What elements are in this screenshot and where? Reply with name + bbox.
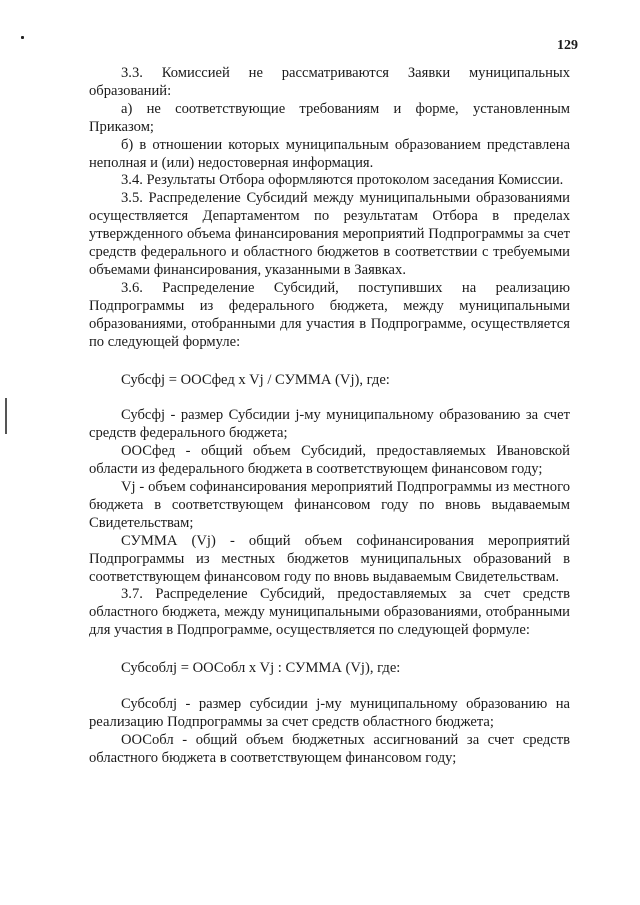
definition-summa-vj: СУММА (Vj) - общий объем софинансирования мероприятий Подпрограммы из местных бюджетов муниципальных образований в соответствующем финансовом году по вновь выдаваемым Свидетельствам. <box>89 532 570 585</box>
definition-subsoblj: Субсоблj - размер субсидии j-му муниципальному образованию на реализацию Подпрограммы за счет средств областного бюджета; <box>89 696 570 730</box>
scan-speck <box>21 36 24 39</box>
formula-regional: Субсоблj = ООСобл x Vj : СУММА (Vj), где: <box>121 660 401 677</box>
definition-subsfj: Субсфj - размер Субсидии j-му муниципальному образованию за счет средств федерального бюджета; <box>89 407 570 442</box>
paragraph-3-4: 3.4. Результаты Отбора оформляются протоколом заседания Комиссии. <box>121 172 564 189</box>
document-body <box>89 65 570 768</box>
page-number: 129 <box>557 38 578 53</box>
definition-oosobl: ООСобл - общий объем бюджетных ассигнований за счет средств областного бюджета в соответствующем финансовом году; <box>89 731 570 766</box>
definition-vj: Vj - объем софинансирования мероприятий Подпрограммы из местного бюджета в соответствующем финансовом году по вновь выдаваемым Свидетельствам; <box>89 479 570 531</box>
paragraph-3-7: 3.7. Распределение Субсидий, предоставляемых за счет средств областного бюджета, между муниципальными образованиями, отобранными для участия в Подпрограмме, осуществляется по следующей формуле: <box>89 586 570 639</box>
definition-oosfed: ООСфед - общий объем Субсидий, предоставляемых Ивановской области из федерального бюджета в соответствующем финансовом году; <box>89 443 570 478</box>
paragraph-3-6: 3.6. Распределение Субсидий, поступивших на реализацию Подпрограммы из федерального бюджета, между муниципальными образованиями, отобранными для участия в Подпрограмме, осуществляется по следующей формуле: <box>89 279 570 350</box>
formula-federal: Субсфj = ООСфед x Vj / СУММА (Vj), где: <box>121 371 390 388</box>
paragraph-3-3-b: б) в отношении которых муниципальным образованием представлена неполная и (или) недостоверная информация. <box>89 136 570 171</box>
paragraph-3-5: 3.5. Распределение Субсидий между муниципальными образованиями осуществляется Департаментом по результатам Отбора в пределах утвержденного объема финансирования мероприятий Подпрограммы за счет средств федерального и областного бюджетов в соответствии с требуемыми объемами финансирования, указанными в Заявках. <box>89 190 570 278</box>
scan-margin-line <box>5 398 7 434</box>
paragraph-3-3: 3.3. Комиссией не рассматриваются Заявки муниципальных образований: <box>89 65 570 99</box>
paragraph-3-3-a: а) не соответствующие требованиям и форме, установленным Приказом; <box>89 100 570 135</box>
